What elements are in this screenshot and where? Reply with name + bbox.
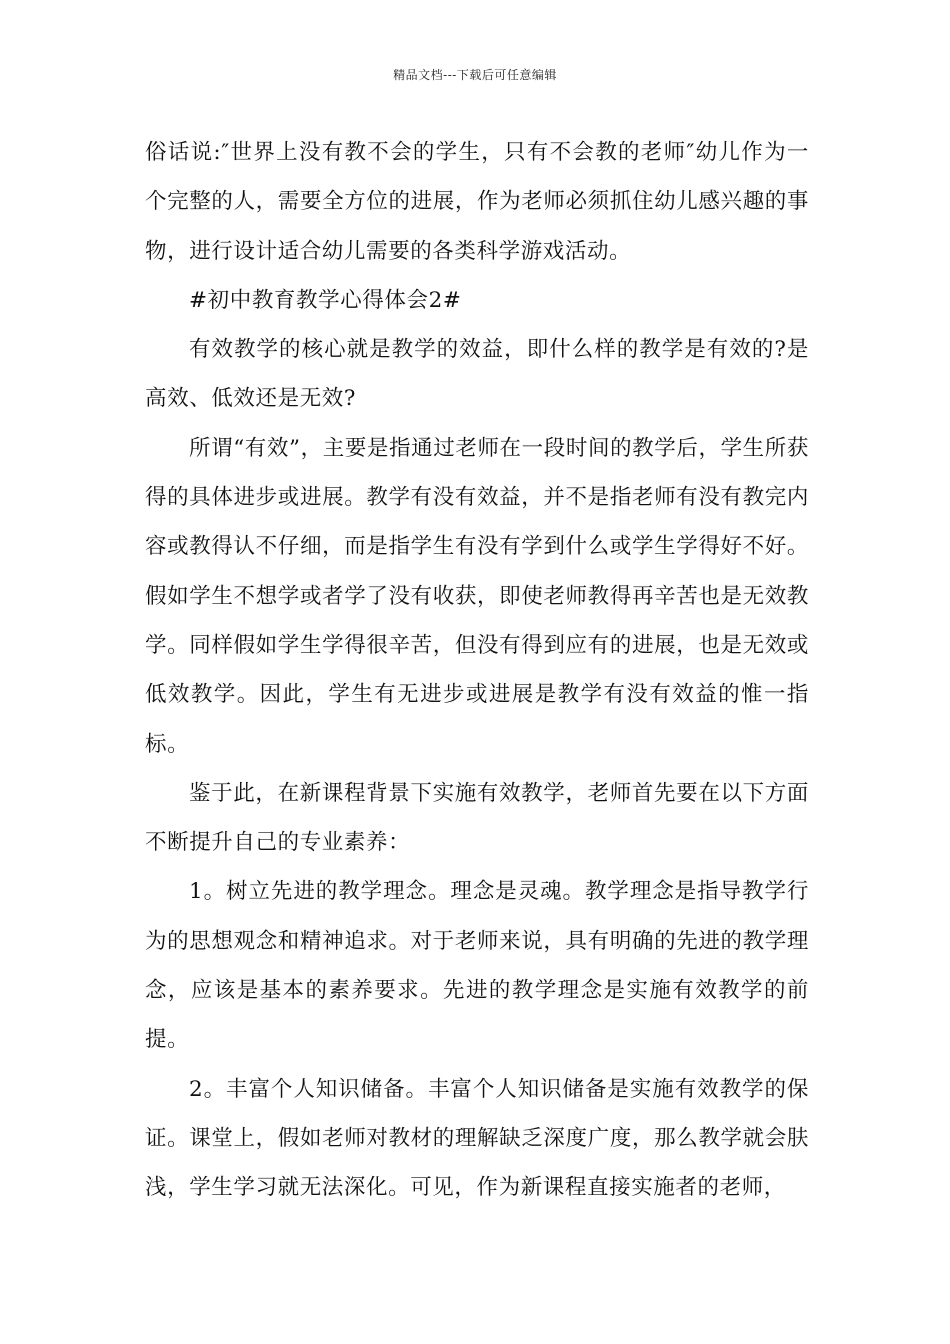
document-body: [145, 128, 809, 1213]
paragraph-5: 1。树立先进的教学理念。理念是灵魂。教学理念是指导教学行为的思想观念和精神追求。对于老师来说，具有明确的先进的教学理念，应该是基本的素养要求。先进的教学理念是实施有效教学的前提。: [145, 879, 809, 1053]
paragraph-2: 有效教学的核心就是教学的效益，即什么样的教学是有效的?是高效、低效还是无效?: [145, 337, 809, 412]
page-header: 精品文档---下载后可任意编辑: [393, 68, 557, 82]
paragraph-1: 俗话说:″世界上没有教不会的学生，只有不会教的老师″幼儿作为一个完整的人，需要全方位的进展，作为老师必须抓住幼儿感兴趣的事物，进行设计适合幼儿需要的各类科学游戏活动。: [145, 140, 809, 264]
paragraph-4: 鉴于此，在新课程背景下实施有效教学，老师首先要在以下方面不断提升自己的专业素养：: [145, 780, 809, 856]
paragraph-6: 2。丰富个人知识储备。丰富个人知识储备是实施有效教学的保证。课堂上，假如老师对教材的理解缺乏深度广度，那么教学就会肤浅，学生学习就无法深化。可见，作为新课程直接实施者的老师，: [145, 1076, 809, 1201]
paragraph-3: 所谓“有效”，主要是指通过老师在一段时间的教学后，学生所获得的具体进步或进展。教学有没有效益，并不是指老师有没有教完内容或教得认不仔细，而是指学生有没有学到什么或学生学得好不好。假如学生不想学或者学了没有收获，即使老师教得再辛苦也是无效教学。同样假如学生学得很辛苦，但没有得到应有的进展，也是无效或低效教学。因此，学生有无进步或进展是教学有没有效益的惟一指标。: [145, 435, 809, 757]
section-heading: #初中教育教学心得体会2#: [189, 287, 462, 313]
